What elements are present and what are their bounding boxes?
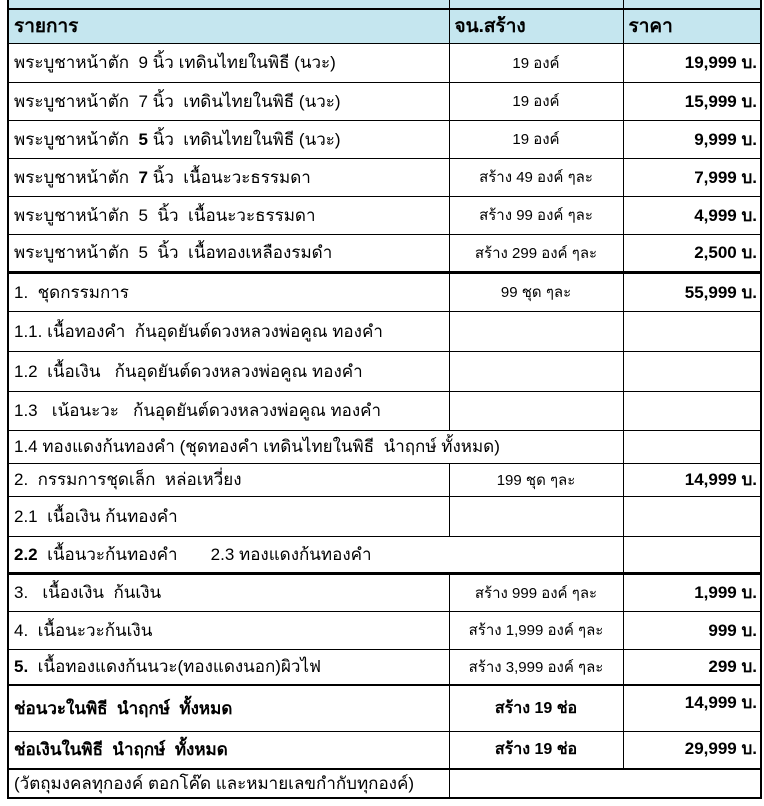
table-row: [8, 82, 761, 120]
qty-cell: 19 องค์: [449, 43, 623, 82]
price-cell: [623, 351, 761, 391]
item-cell: [8, 196, 449, 234]
item-text: พระบูชาหน้าตัก 5 นิ้ว เนื้อทองเหลืองรมดำ: [14, 243, 333, 262]
price-cell: [623, 391, 761, 430]
item-text: 1.3 เน้อนะวะ ก้นอุดยันต์ดวงหลวงพ่อคูณ ทองคำ: [14, 401, 382, 420]
table-row: [8, 234, 761, 272]
qty-cell: สร้าง 3,999 องค์ ๆละ: [449, 649, 623, 685]
price-cell: [623, 536, 761, 573]
qty-cell: 19 องค์: [449, 82, 623, 120]
qty-cell: [449, 496, 623, 536]
price-cell: 299 บ.: [623, 649, 761, 685]
table-row: [8, 430, 761, 463]
table-row: [8, 158, 761, 196]
qty-cell: 199 ชุด ๆละ: [449, 463, 623, 496]
item-text: พระบูชาหน้าตัก: [14, 167, 139, 187]
item-cell: [8, 120, 449, 158]
price-cell: 999 บ.: [623, 611, 761, 649]
price-cell: 55,999 บ.: [623, 272, 761, 311]
item-text: พระบูชาหน้าตัก 9 นิ้ว เทดินไทยในพิธี (นวะ): [14, 53, 336, 72]
price-table-body: [8, 0, 761, 798]
qty-cell: [449, 311, 623, 351]
item-text: พระบูชาหน้าตัก 5 นิ้ว เนื้อนะวะธรรมดา: [14, 205, 316, 225]
table-row: [8, 649, 761, 685]
item-text: 7: [138, 167, 148, 187]
price-cell: 9,999 บ.: [623, 120, 761, 158]
price-cell: 19,999 บ.: [623, 43, 761, 82]
item-text: เนื้อนวะก้นทองคำ 2.3 ทองแดงก้นทองคำ: [37, 544, 372, 564]
column-header-price: ราคา: [623, 9, 761, 43]
item-text: 5: [138, 129, 148, 149]
qty-cell: [449, 351, 623, 391]
item-text: นิ้ว เนื้อนะวะธรรมดา: [147, 167, 311, 187]
item-text: เนื้อทองแดงก้นนวะ(ทองแดงนอก)ผิวไฟ: [28, 657, 322, 677]
table-row: [8, 611, 761, 649]
price-cell: 4,999 บ.: [623, 196, 761, 234]
table-row: [8, 311, 761, 351]
item-cell: [8, 43, 449, 82]
item-text: พระบูชาหน้าตัก 7 นิ้ว เทดินไทยในพิธี (นวะ): [14, 91, 341, 111]
qty-cell: [449, 391, 623, 430]
table-row: [8, 536, 761, 573]
price-cell: [623, 311, 761, 351]
item-cell: [8, 536, 623, 573]
price-cell: 7,999 บ.: [623, 158, 761, 196]
item-cell: [8, 573, 449, 611]
item-text: ช่อเงินในพิธี นำฤกษ์ ทั้งหมด: [14, 740, 228, 760]
column-header-qty: จน.สร้าง: [449, 9, 623, 43]
price-table: [7, 0, 762, 799]
item-cell: [8, 272, 449, 311]
cutoff-cell: [623, 0, 761, 9]
item-text: 5.: [14, 657, 29, 677]
table-row: [8, 731, 761, 769]
item-cell: [8, 769, 449, 798]
item-cell: [8, 649, 449, 685]
cutoff-row: [8, 0, 761, 9]
item-text: 1.1. เนื้อทองคำ ก้นอุดยันต์ดวงหลวงพ่อคูณ ทองคำ: [14, 321, 383, 341]
item-text: 2.2: [14, 544, 38, 564]
qty-cell: สร้าง 19 ช่อ: [449, 685, 623, 731]
price-cell: 2,500 บ.: [623, 234, 761, 272]
table-row: [8, 573, 761, 611]
item-cell: [8, 82, 449, 120]
table-row: [8, 463, 761, 496]
table-row: [8, 769, 761, 798]
cutoff-cell: [8, 0, 449, 9]
price-cell: 14,999 บ.: [623, 463, 761, 496]
item-cell: [8, 351, 449, 391]
qty-cell: สร้าง 999 องค์ ๆละ: [449, 573, 623, 611]
header-row: [8, 9, 761, 43]
item-text: (วัตถุมงคลทุกองค์ ตอกโค๊ด และหมายเลขกำกับทุกองค์): [14, 774, 414, 793]
item-text: พระบูชาหน้าตัก: [14, 129, 139, 149]
qty-cell: สร้าง 19 ช่อ: [449, 731, 623, 769]
item-text: 1.2 เนื้อเงิน ก้นอุดยันต์ดวงหลวงพ่อคูณ ทองคำ: [14, 361, 363, 381]
qty-cell: 19 องค์: [449, 120, 623, 158]
price-cell: 1,999 บ.: [623, 573, 761, 611]
item-cell: [8, 611, 449, 649]
item-text: 1. ชุดกรรมการ: [14, 282, 129, 302]
item-cell: [8, 430, 623, 463]
table-row: [8, 351, 761, 391]
table-row: [8, 272, 761, 311]
price-cell: 15,999 บ.: [623, 82, 761, 120]
item-cell: [8, 685, 449, 731]
qty-cell: สร้าง 299 องค์ ๆละ: [449, 234, 623, 272]
item-cell: [8, 311, 449, 351]
qty-cell: สร้าง 1,999 องค์ ๆละ: [449, 611, 623, 649]
cutoff-cell: [449, 0, 623, 9]
table-row: [8, 196, 761, 234]
item-cell: [8, 158, 449, 196]
price-cell: 14,999 บ.: [623, 685, 761, 731]
item-cell: [8, 496, 449, 536]
item-text: นิ้ว เทดินไทยในพิธี (นวะ): [147, 129, 341, 149]
price-cell: [623, 430, 761, 463]
price-cell: [623, 496, 761, 536]
item-cell: [8, 463, 449, 496]
item-text: 2.1 เนื้อเงิน ก้นทองคำ: [14, 506, 178, 526]
item-text: 2. กรรมการชุดเล็ก หล่อเหวี่ยง: [14, 470, 242, 489]
item-text: 1.4 ทองแดงก้นทองคำ (ชุดทองคำ เทดินไทยในพิธี นำฤกษ์ ทั้งหมด): [14, 437, 500, 456]
qty-cell: 99 ชุด ๆละ: [449, 272, 623, 311]
item-cell: [8, 731, 449, 769]
table-row: [8, 43, 761, 82]
qty-cell: สร้าง 99 องค์ ๆละ: [449, 196, 623, 234]
merged-empty-cell: [449, 769, 761, 798]
item-cell: [8, 234, 449, 272]
qty-cell: สร้าง 49 องค์ ๆละ: [449, 158, 623, 196]
table-row: [8, 496, 761, 536]
table-row: [8, 120, 761, 158]
table-row: [8, 391, 761, 430]
item-text: 3. เนื้องเงิน ก้นเงิน: [14, 583, 162, 602]
item-cell: [8, 391, 449, 430]
column-header-item: รายการ: [8, 9, 449, 43]
price-cell: 29,999 บ.: [623, 731, 761, 769]
item-text: 4. เนื้อนะวะก้นเงิน: [14, 620, 153, 640]
item-text: ช่อนวะในพิธี นำฤกษ์ ทั้งหมด: [14, 698, 233, 718]
table-row: [8, 685, 761, 731]
